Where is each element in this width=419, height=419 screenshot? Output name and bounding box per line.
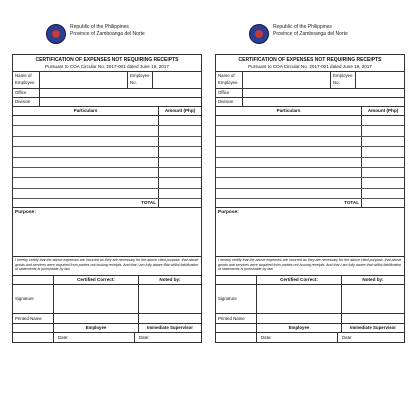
employee-no-field[interactable] <box>356 72 404 88</box>
supervisor-date-field[interactable] <box>338 333 404 342</box>
office-row <box>13 89 201 98</box>
supervisor-label: Immediate Supervisor <box>350 325 396 331</box>
employee-signature-field[interactable] <box>54 285 139 313</box>
form-header <box>215 22 405 54</box>
expense-form-right <box>215 22 405 343</box>
role-row <box>216 324 404 333</box>
table-row[interactable] <box>216 158 404 168</box>
signature-label: Signature <box>216 285 257 313</box>
purpose-label: Purpose: <box>218 210 239 216</box>
supervisor-printed-name-field[interactable] <box>139 314 201 323</box>
employee-signature-field[interactable] <box>257 285 342 313</box>
table-row[interactable] <box>13 158 201 168</box>
office-row <box>216 89 404 98</box>
amount-header: Amount (Php) <box>164 108 196 113</box>
division-label: Division <box>13 98 40 106</box>
table-row[interactable] <box>216 168 404 178</box>
signature-label: Signature <box>13 285 54 313</box>
name-label: Name of Employee <box>13 72 40 88</box>
supervisor-printed-name-field[interactable] <box>342 314 404 323</box>
date-label: Date: <box>261 335 272 341</box>
table-row[interactable] <box>13 189 201 199</box>
expense-form-left <box>12 22 202 343</box>
header-line-1: Republic of the Philippines <box>70 24 129 30</box>
office-field[interactable] <box>243 89 404 97</box>
employee-no-field[interactable] <box>153 72 201 88</box>
division-label: Division <box>216 98 243 106</box>
purpose-label: Purpose: <box>15 210 36 216</box>
supervisor-signature-field[interactable] <box>342 285 404 313</box>
signature-row <box>13 285 201 314</box>
employee-row <box>13 72 201 89</box>
noted-by-label: Noted by: <box>159 277 181 283</box>
table-row[interactable] <box>13 178 201 188</box>
total-label: TOTAL <box>216 199 362 207</box>
form-body <box>12 54 202 343</box>
header-line-2: Province of Zamboanga del Norte <box>273 31 348 37</box>
form-subtitle: Pursuant to COA Circular No. 2017-001 dated June 19, 2017 <box>216 64 404 72</box>
office-field[interactable] <box>40 89 201 97</box>
header-text <box>70 24 145 38</box>
date-row <box>216 333 404 342</box>
name-label: Name of Employee <box>216 72 243 88</box>
employee-label: Employee <box>257 324 342 332</box>
certification-text: I hereby certify that the above expenses are incurred as they are necessary for the above cited purpose, that above goods and services were acquired from parties not issuing receipts. And that I am fully aware that willful falsification of statements is punishable by law. <box>13 257 201 276</box>
printed-name-row <box>13 314 201 324</box>
table-row[interactable] <box>13 147 201 157</box>
printed-name-row <box>216 314 404 324</box>
table-row[interactable] <box>216 147 404 157</box>
total-field[interactable] <box>159 199 201 207</box>
supervisor-label: Immediate Supervisor <box>147 325 193 331</box>
particulars-table-header <box>13 107 201 116</box>
particulars-header: Particulars <box>13 107 159 115</box>
employee-label: Employee <box>54 324 139 332</box>
date-label: Date: <box>342 335 353 341</box>
amount-header: Amount (Php) <box>367 108 399 113</box>
name-field[interactable] <box>40 72 128 88</box>
division-row <box>13 98 201 107</box>
supervisor-signature-field[interactable] <box>139 285 201 313</box>
table-row[interactable] <box>216 137 404 147</box>
division-field[interactable] <box>40 98 201 106</box>
employee-date-field[interactable] <box>257 333 338 342</box>
date-label: Date: <box>58 335 69 341</box>
total-label: TOTAL <box>13 199 159 207</box>
table-row[interactable] <box>216 126 404 136</box>
provincial-seal-icon <box>249 24 269 44</box>
role-row <box>13 324 201 333</box>
table-row[interactable] <box>216 116 404 126</box>
form-subtitle: Pursuant to COA Circular No. 2017-001 dated June 19, 2017 <box>13 64 201 72</box>
form-title: CERTIFICATION OF EXPENSES NOT REQUIRING RECEIPTS <box>35 57 179 63</box>
header-line-2: Province of Zamboanga del Norte <box>70 31 145 37</box>
employee-date-field[interactable] <box>54 333 135 342</box>
form-body <box>215 54 405 343</box>
noted-by-label: Noted by: <box>362 277 384 283</box>
certified-correct-label: Certified Correct: <box>54 276 139 284</box>
total-field[interactable] <box>362 199 404 207</box>
division-row <box>216 98 404 107</box>
certified-correct-label: Certified Correct: <box>257 276 342 284</box>
total-row <box>216 199 404 208</box>
purpose-field[interactable] <box>216 208 404 257</box>
name-field[interactable] <box>243 72 331 88</box>
header-line-1: Republic of the Philippines <box>273 24 332 30</box>
employee-no-label: Employee No. <box>331 72 356 88</box>
signature-header <box>13 276 201 285</box>
provincial-seal-icon <box>46 24 66 44</box>
form-title: CERTIFICATION OF EXPENSES NOT REQUIRING RECEIPTS <box>238 57 382 63</box>
signature-header <box>216 276 404 285</box>
table-row[interactable] <box>13 168 201 178</box>
table-row[interactable] <box>13 116 201 126</box>
signature-row <box>216 285 404 314</box>
employee-printed-name-field[interactable] <box>54 314 139 323</box>
particulars-header: Particulars <box>216 107 362 115</box>
purpose-field[interactable] <box>13 208 201 257</box>
office-label: Office <box>13 89 40 97</box>
employee-printed-name-field[interactable] <box>257 314 342 323</box>
certification-text: I hereby certify that the above expenses are incurred as they are necessary for the above cited purpose, that above goods and services were acquired from parties not issuing receipts. And that I am fully aware that willful falsification of statements is punishable by law. <box>216 257 404 276</box>
date-row <box>13 333 201 342</box>
office-label: Office <box>216 89 243 97</box>
header-text <box>273 24 348 38</box>
division-field[interactable] <box>243 98 404 106</box>
employee-no-label: Employee No. <box>128 72 153 88</box>
table-row[interactable] <box>216 189 404 199</box>
employee-row <box>216 72 404 89</box>
table-row[interactable] <box>216 178 404 188</box>
table-row[interactable] <box>13 126 201 136</box>
printed-name-label: Printed Name <box>216 314 257 323</box>
form-header <box>12 22 202 54</box>
table-row[interactable] <box>13 137 201 147</box>
printed-name-label: Printed Name <box>13 314 54 323</box>
date-label: Date: <box>139 335 150 341</box>
particulars-table-header <box>216 107 404 116</box>
total-row <box>13 199 201 208</box>
supervisor-date-field[interactable] <box>135 333 201 342</box>
